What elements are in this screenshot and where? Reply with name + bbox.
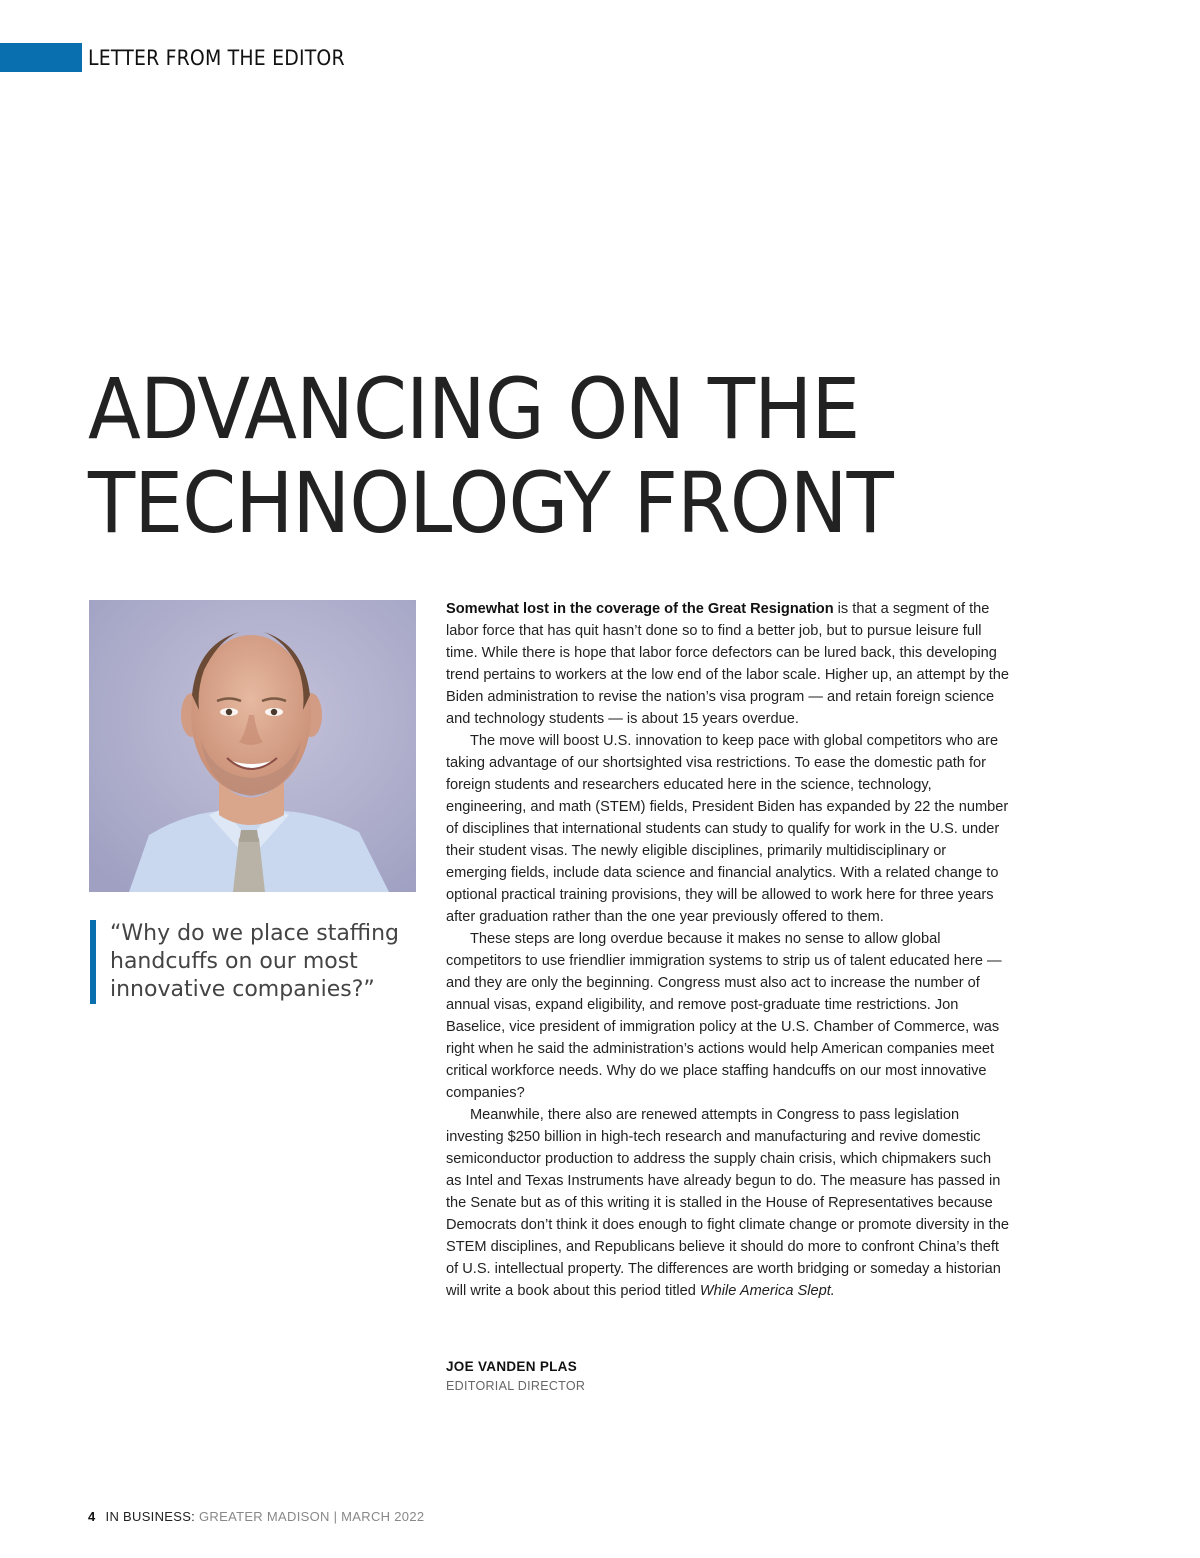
portrait-illustration <box>89 600 416 892</box>
page-number: 4 <box>88 1509 96 1524</box>
headline-line-1: ADVANCING ON THE <box>88 360 860 458</box>
magazine-name: IN BUSINESS: <box>105 1509 196 1524</box>
pull-quote-line-2: handcuffs on our most <box>110 949 358 974</box>
editor-portrait-photo <box>89 600 416 892</box>
headline-line-2: TECHNOLOGY FRONT <box>88 454 893 552</box>
paragraph-3: These steps are long overdue because it makes no sense to allow global competitors to use friendlier immigration systems to strip us of talent educated here — and they are only the beginning. Congress must also act to increase the number of annual visas, expand eligibility, and remove post-graduate time restrictions. Jon Baselice, vice president of immigration policy at the U.S. Chamber of Commerce, was right when he said the administration’s actions would help American companies meet critical workforce needs. Why do we place staffing handcuffs on our most innovative companies? <box>446 931 1002 1101</box>
paragraph-2: The move will boost U.S. innovation to keep pace with global competitors who are taking advantage of our shortsighted visa restrictions. To ease the domestic path for foreign students and researchers educated here in the science, technology, engineering, and math (STEM) fields, President Biden has expanded by 22 the number of disciplines that international students can study to qualify for work in the U.S. under their student visas. The newly eligible disciplines, primarily multidisciplinary or emerging fields, include data science and financial analytics. With a related change to optional practical training provisions, they will be allowed to work here for three years after graduation rather than the one year previously offered to them. <box>446 733 1009 925</box>
pull-quote-line-1: “Why do we place staffing <box>110 921 399 946</box>
page-footer <box>88 1508 424 1526</box>
signature-block <box>446 1358 585 1396</box>
article-body <box>446 598 1010 1302</box>
paragraph-1-text: is that a segment of the labor force that has quit hasn’t done so to find a better job, but to pursue leisure full time. While there is hope that labor force defectors can be lured back, this developing trend pertains to workers at the low end of the labor scale. Higher up, an attempt by the Biden administration to revise the nation’s visa program — and retain foreign science and technology students — is about 15 years overdue. <box>446 601 1009 727</box>
paragraph-4-text: Meanwhile, there also are renewed attempts in Congress to pass legislation investing $250 billion in high-tech research and manufacturing and revive domestic semiconductor production to address the supply chain crisis, which chipmakers such as Intel and Texas Instruments have already begun to do. The measure has passed in the Senate but as of this writing it is stalled in the House of Representatives because Democrats don’t think it does enough to fight climate change or promote diversity in the STEM disciplines, and Republicans believe it should do more to confront China’s theft of U.S. intellectual property. The differences are worth bridging or someday a historian will write a book about this period titled <box>446 1107 1009 1299</box>
issue-info: GREATER MADISON | MARCH 2022 <box>195 1509 425 1524</box>
paragraph-4 <box>446 1104 1010 1302</box>
lead-in: Somewhat lost in the coverage of the Great Resignation <box>446 601 834 617</box>
section-accent-bar <box>0 43 82 72</box>
pull-quote-line-3: innovative companies?” <box>110 977 375 1002</box>
pull-quote <box>90 920 430 1004</box>
paragraph-1 <box>446 598 1010 730</box>
headline <box>88 362 893 550</box>
section-label: LETTER FROM THE EDITOR <box>88 46 345 70</box>
author-name: JOE VANDEN PLAS <box>446 1359 578 1374</box>
book-title: While America Slept. <box>699 1283 835 1299</box>
author-title: EDITORIAL DIRECTOR <box>446 1379 586 1393</box>
